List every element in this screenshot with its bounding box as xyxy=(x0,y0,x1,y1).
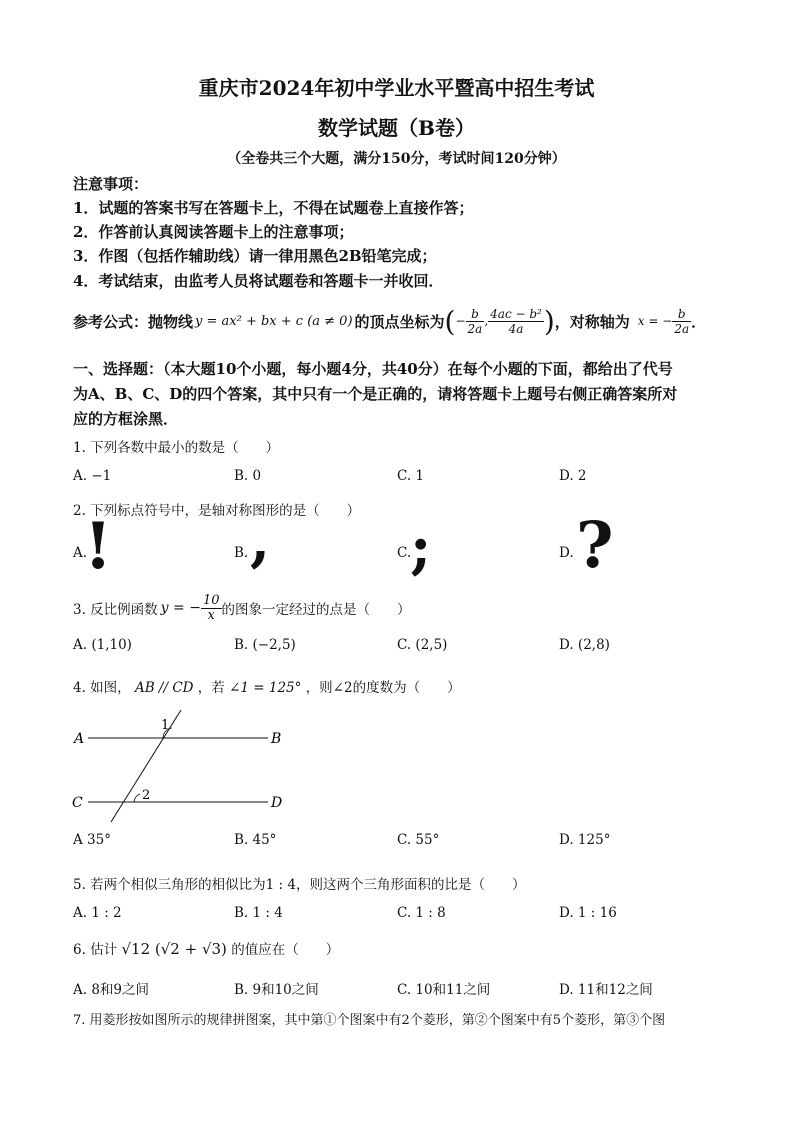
exam-subtitle: 数学试题（B卷） xyxy=(318,116,475,140)
exam-title: 重庆市2024年初中学业水平暨高中招生考试 xyxy=(198,76,595,100)
q2-option-d: D. xyxy=(559,545,574,561)
q1-option-d: D. 2 xyxy=(559,468,587,484)
exclamation-symbol: ! xyxy=(84,509,113,584)
label-c: C xyxy=(72,795,83,811)
question-6-stem: 6. 估计 √12 (√2 + √3) 的值应在（ ） xyxy=(73,940,340,958)
q4-option-a: A 35° xyxy=(73,832,111,848)
q2-option-a: A. xyxy=(73,545,88,561)
paren-open: ( xyxy=(444,304,456,338)
transversal-line xyxy=(111,710,181,822)
q3-option-c: C. (2,5) xyxy=(397,637,448,653)
notice-item: 4．考试结束，由监考人员将试题卷和答题卡一并收回． xyxy=(73,272,444,290)
axis-fraction: $\frac{b}{2a}$ xyxy=(674,306,690,336)
paren-close: ) xyxy=(543,304,555,338)
q2-option-b: B. xyxy=(234,545,249,561)
notice-item: 1．试题的答案书写在答题卡上，不得在试题卷上直接作答； xyxy=(73,199,474,217)
question-3-stem: 3. 反比例函数 y = − $\frac{10}{x}$ 的图象一定经过的点是（ ） xyxy=(73,592,411,623)
question-7-stem: 7. 用菱形按如图所示的规律拼图案，其中第①个图案中有2个菱形，第②个图案中有5个菱形，第③个图 xyxy=(73,1013,666,1028)
label-b: B xyxy=(271,731,282,747)
axis-label: ，对称轴为 xyxy=(554,312,630,331)
question-5-stem: 5. 若两个相似三角形的相似比为1 : 4，则这两个三角形面积的比是（ ） xyxy=(73,877,526,893)
question-1-stem: 1. 下列各数中最小的数是（ ） xyxy=(73,440,280,456)
q5-option-d: D. 1 : 16 xyxy=(559,905,617,921)
semicolon-symbol: ; xyxy=(410,513,432,581)
label-a: A xyxy=(74,731,85,747)
q2-option-c: C. xyxy=(397,545,412,561)
angle-1-label: 1 xyxy=(161,718,170,733)
q6-option-a: A. 8和9之间 xyxy=(73,982,150,998)
q4-option-b: B. 45° xyxy=(234,832,277,848)
q5-option-b: B. 1 : 4 xyxy=(234,905,283,921)
q6-radical-expression: √12 (√2 + √3) xyxy=(121,940,227,958)
notice-item: 3．作图（包括作辅助线）请一律用黑色2B铅笔完成； xyxy=(73,247,437,265)
q1-option-b: B. 0 xyxy=(234,468,262,484)
question-4-stem: 4. 如图， AB // CD ，若 ∠1 = 125° ，则∠2的度数为（ ） xyxy=(73,680,461,696)
q6-option-b: B. 9和10之间 xyxy=(234,982,319,998)
exam-note: （全卷共三个大题，满分150分，考试时间120分钟） xyxy=(227,151,566,167)
vertex-y-fraction: $\frac{\text{4ac − b²}}{4a}$ xyxy=(490,306,542,336)
formula-prefix: 参考公式：抛物线 xyxy=(73,312,194,331)
question-2-stem: 2. 下列标点符号中，是轴对称图形的是（ ） xyxy=(73,503,361,519)
angle-2-label: 2 xyxy=(142,788,151,803)
q6-option-d: D. 11和12之间 xyxy=(559,982,653,998)
reference-formula: 参考公式：抛物线 y = ax² + bx + c (a ≠ 0) 的顶点坐标为 ( − $\frac{b}{2a}$ , $\frac{\text{4ac − b²}}{4a}$ ) ，对称轴为 x = − $\frac{b}{2a}$ ． xyxy=(73,304,707,338)
section-line: 应的方框涂黑． xyxy=(73,410,179,428)
q3-fraction: $\frac{10}{x}$ xyxy=(202,592,220,623)
formula-mid: 的顶点坐标为 xyxy=(354,312,445,331)
q3-option-b: B. (−2,5) xyxy=(234,637,296,653)
parallel-lines-figure xyxy=(68,710,298,825)
q5-option-a: A. 1 : 2 xyxy=(73,905,122,921)
notice-item: 2．作答前认真阅读答题卡上的注意事项； xyxy=(73,223,354,241)
vertex-x-fraction: $\frac{b}{2a}$ xyxy=(467,306,483,336)
parabola-equation: y = ax² + bx + c (a ≠ 0) xyxy=(195,313,353,329)
comma-symbol: , xyxy=(250,506,271,574)
q4-option-d: D. 125° xyxy=(559,832,611,848)
q1-option-c: C. 1 xyxy=(397,468,425,484)
q4-option-c: C. 55° xyxy=(397,832,440,848)
section-heading: 一、选择题：（本大题10个小题，每小题4分，共40分）在每个小题的下面，都给出了代号 xyxy=(73,360,673,378)
q3-option-a: A. (1,10) xyxy=(73,637,132,653)
axis-lhs: x = − xyxy=(637,314,673,328)
section-line: 为A、B、C、D的四个答案，其中只有一个是正确的，请将答题卡上题号右侧正确答案所对 xyxy=(73,385,678,403)
q5-option-c: C. 1 : 8 xyxy=(397,905,446,921)
q3-option-d: D. (2,8) xyxy=(559,637,610,653)
label-d: D xyxy=(271,795,283,811)
q1-option-a: A. −1 xyxy=(73,468,112,484)
notice-heading: 注意事项： xyxy=(73,175,149,193)
question-mark-symbol: ? xyxy=(576,508,614,583)
q6-option-c: C. 10和11之间 xyxy=(397,982,491,998)
angle-2-arc xyxy=(134,794,140,802)
